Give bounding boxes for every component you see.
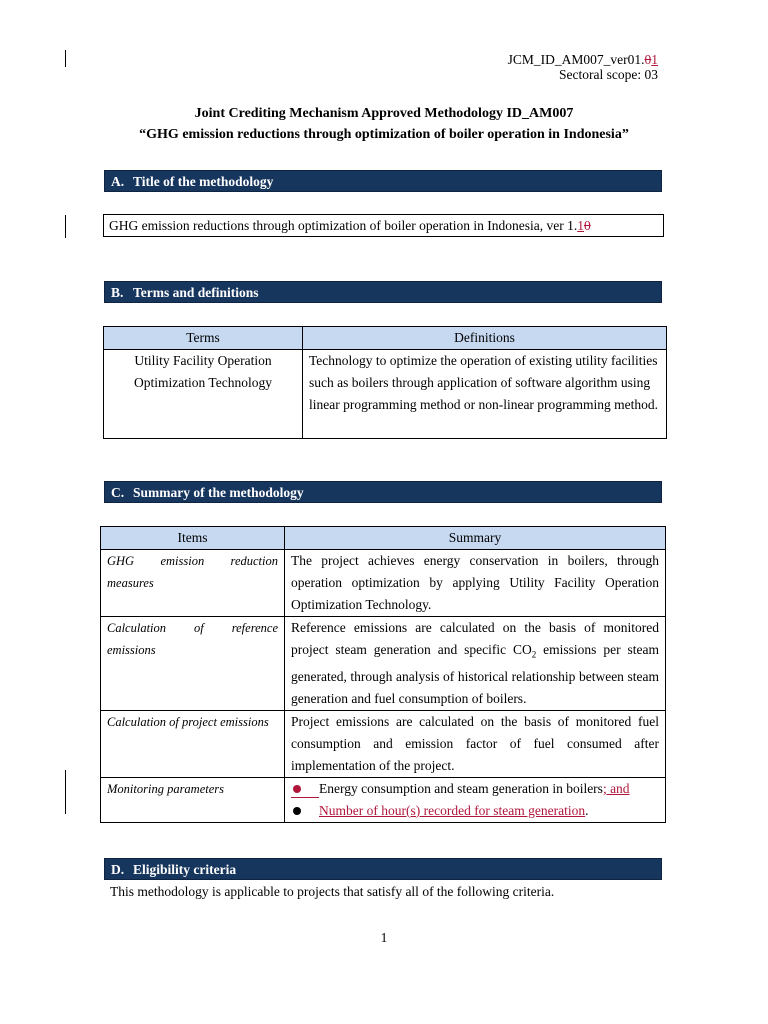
terms-column-header: Terms [104,327,303,350]
summary-cell: The project achieves energy conservation in boilers, through operation optimization by applying Utility Facility Operation Optimization Technology. [285,550,666,617]
summary-column-header: Summary [285,527,666,550]
table-row [101,617,666,711]
bullet-icon [291,800,319,822]
table-row [101,550,666,617]
summary-cell: Reference emissions are calculated on the basis of monitored project steam generation and specific $CO_2$ emissions per steam generated, through analysis of historical relationship between steam generation and fuel consumption of boilers. [285,617,666,711]
document-id: JCM_ID_AM007_ver01.01 [507,52,658,67]
methodology-title: Joint Crediting Mechanism Approved Methodology ID_AM007 [194,106,574,121]
section-c-heading: C. Summary of the methodology [104,481,662,503]
table-row [101,777,666,822]
section-b-heading: B. Terms and definitions [104,281,662,303]
list-item: Energy consumption and steam generation in boilers; and [291,778,659,800]
terms-table [103,326,667,439]
change-bar [65,215,66,238]
bullet-icon [291,778,319,800]
summary-cell: Project emissions are calculated on the basis of monitored fuel consumption and emission factor of fuel consumed after implementation of the project. [285,710,666,777]
sectoral-scope: Sectoral scope: 03 [559,67,658,82]
section-a-heading: A. Title of the methodology [104,170,662,192]
list-item: Number of hour(s) recorded for steam generation. [291,800,659,822]
eligibility-intro: This methodology is applicable to projects that satisfy all of the following criteria. [110,884,555,899]
items-column-header: Items [101,527,285,550]
item-cell: Calculation of reference emissions [101,617,285,711]
table-row [101,710,666,777]
table-row [104,350,667,439]
methodology-subtitle: “GHG emission reductions through optimization of boiler operation in Indonesia” [139,127,629,142]
item-cell: GHG emission reduction measures [101,550,285,617]
item-cell: Monitoring parameters [101,777,285,822]
section-d-heading: D. Eligibility criteria [104,858,662,880]
term-cell: Utility Facility Operation Optimization Technology [104,350,303,439]
definitions-column-header: Definitions [303,327,667,350]
methodology-title-box: GHG emission reductions through optimization of boiler operation in Indonesia, ver 1.10 [103,214,664,237]
definition-cell: Technology to optimize the operation of existing utility facilities such as boilers through application of software algorithm using linear programming method or non-linear programming method. [303,350,667,439]
change-bar [65,50,66,67]
change-bar [65,770,66,814]
page-number: 1 [380,930,388,945]
item-cell: Calculation of project emissions [101,710,285,777]
summary-table [100,526,666,823]
summary-cell [285,777,666,822]
